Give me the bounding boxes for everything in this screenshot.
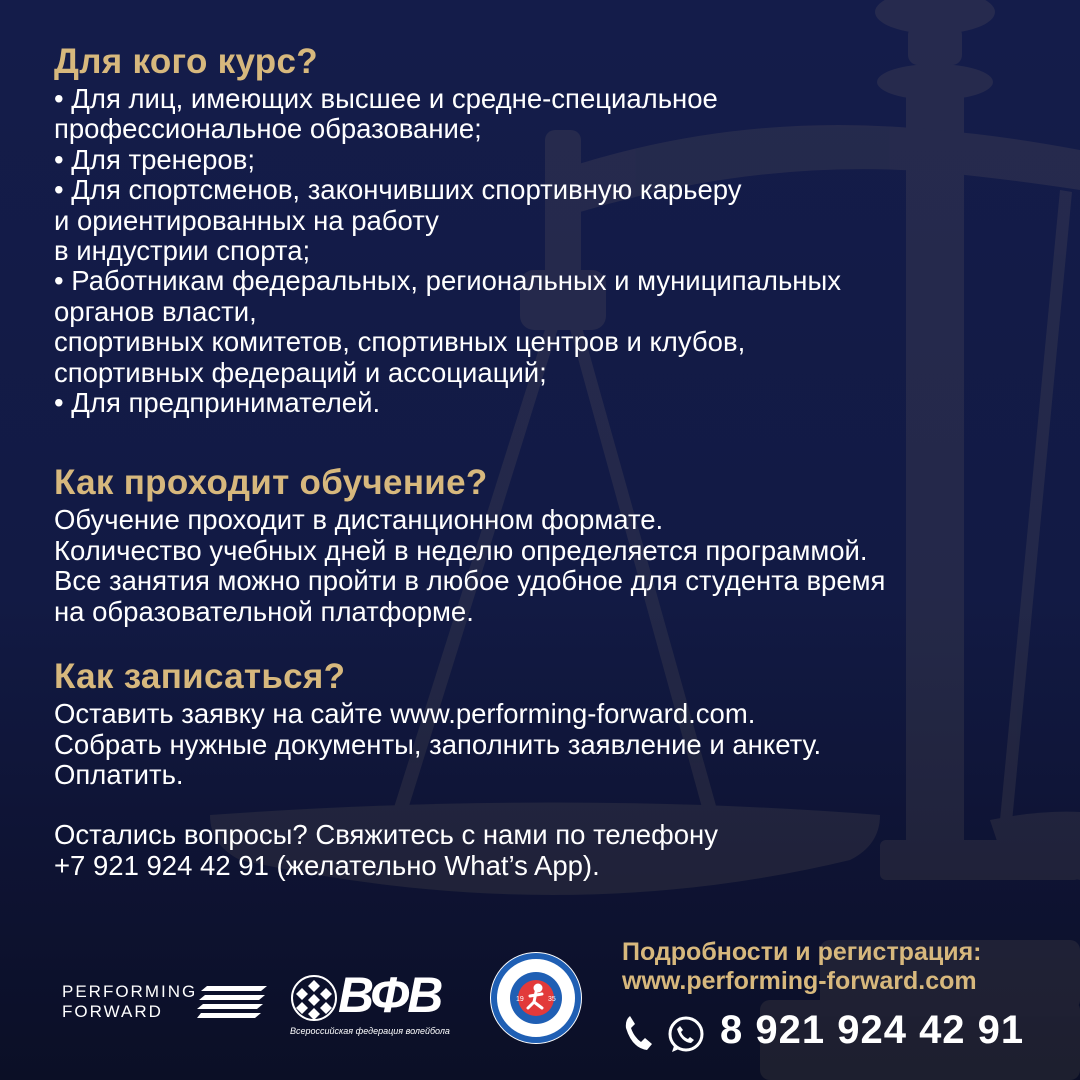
heading-how-learning-works: Как проходит обучение? [54, 463, 488, 503]
learning-line: на образовательной платформе. [54, 595, 474, 627]
registration-phone[interactable]: 8 921 924 42 91 [720, 1008, 1025, 1052]
audience-line: • Для спортсменов, закончивших спортивную карьеру [54, 174, 742, 206]
audience-line: спортивных комитетов, спортивных центров и клубов, [54, 326, 746, 358]
registration-url-link[interactable]: www.performing-forward.com [622, 967, 977, 995]
audience-line: • Для предпринимателей. [54, 387, 381, 419]
registration-block [622, 938, 1042, 1056]
phone-icon [622, 1014, 654, 1052]
registration-title: Подробности и регистрация: [622, 938, 982, 966]
audience-line: профессиональное образование; [54, 113, 482, 145]
learning-line: Обучение проходит в дистанционном формате. [54, 504, 664, 536]
audience-list [54, 84, 1054, 418]
volleyball-icon [290, 974, 338, 1022]
judo-year-left: 19 [516, 996, 524, 1003]
audience-line: и ориентированных на работу [54, 204, 439, 236]
main-content [54, 40, 1054, 881]
performing-forward-line1: PERFORMING [62, 982, 198, 1001]
audience-line: органов власти, [54, 295, 257, 327]
heading-how-to-enroll: Как записаться? [54, 657, 346, 697]
audience-line: • Для тренеров; [54, 143, 255, 175]
enroll-line: Оплатить. [54, 758, 184, 790]
audience-line: • Для лиц, имеющих высшее и средне-специальное [54, 83, 718, 114]
contact-info [54, 820, 1054, 881]
enroll-line: Собрать нужные документы, заполнить заявление и анкету. [54, 728, 822, 760]
judo-federation-logo [488, 950, 584, 1046]
judo-year-right: 35 [548, 996, 556, 1003]
contact-line: Остались вопросы? Свяжитесь с нами по телефону [54, 819, 718, 851]
enroll-steps [54, 699, 1054, 790]
enroll-line: Оставить заявку на сайте www.performing-forward.com. [54, 698, 756, 730]
registration-phone-row [622, 1010, 1042, 1056]
viber-icon [666, 1014, 706, 1054]
vfv-logo [290, 967, 470, 1040]
performing-forward-logo [62, 982, 272, 1022]
performing-forward-stripes-icon [197, 986, 267, 1018]
audience-line: • Работникам федеральных, региональных и муниципальных [54, 265, 842, 297]
performing-forward-line2: FORWARD [62, 1002, 163, 1021]
audience-line: в индустрии спорта; [54, 235, 311, 267]
learning-line: Количество учебных дней в неделю определяется программой. [54, 534, 868, 566]
vfv-name: ВФВ [338, 967, 442, 1023]
audience-line: спортивных федераций и ассоциаций; [54, 356, 547, 388]
learning-description [54, 505, 1054, 627]
contact-line: +7 921 924 42 91 (желательно What’s App). [54, 849, 600, 881]
heading-who-is-course-for: Для кого курс? [54, 42, 318, 81]
learning-line: Все занятия можно пройти в любое удобное для студента время [54, 565, 886, 597]
vfv-subtitle: Всероссийская федерация волейбола [290, 1026, 450, 1036]
